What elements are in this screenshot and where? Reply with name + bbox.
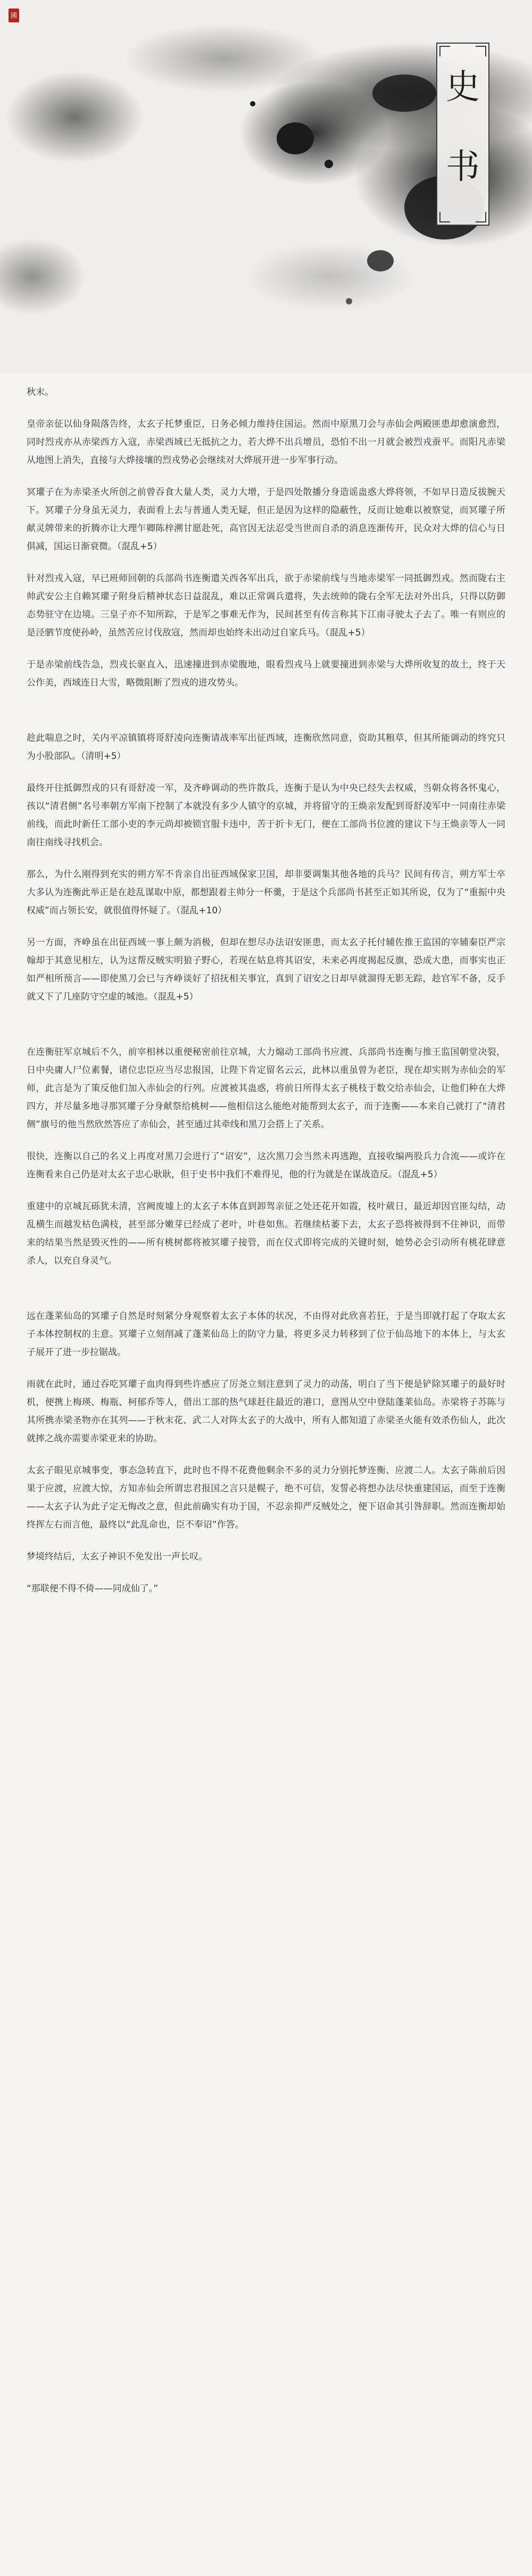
paragraph: 很快，连衡以自己的名义上再度对黑刀会进行了“诏安”，这次黑刀会当然未再逃跑，直接收编两股兵力合流——或许在连衡看来自己仍是对太玄子忠心耿耿，但于史书中我们不难得见，他的行为就是在谋战造反。（混乱+5） — [27, 1151, 505, 1180]
paragraph: 皇帝亲征以仙身陨落告终，太玄子托梦重臣，日务必倾力维持住国运。然而中原黑刀会与赤仙会两殿匪患却愈演愈烈，同时烈戎亦从赤梁西方入寇，赤梁西域已无抵抗之力，若大烨不出兵增员，恐怕不出一月就会被烈戎蚕平。而阳凡赤梁从地图上消失，直接与大烨接壤的烈戎势必会继续对大烨展开进一步军事行动。 — [27, 419, 505, 466]
paragraph: 最终开往抵御烈戎的只有哥舒凌一军，及齐峥调动的些许散兵，连衡于是认为中央已经失去权威，当朝众将各怀鬼心，孩以“清君侧”名号率朝方军南下控制了本就没有多少人镇守的京城，并将留守的王焕亲发配到哥舒凌军中一同南往赤梁前线，而此时新任工部小吏的李元尚却被锁官服卡违中，苦于折卡无门，便在工部尚书位渡的建议下与王焕亲等人一同南往南线寻找机会。 — [27, 783, 505, 848]
paragraph: 太玄子眼见京城事变，事态急转直下，此时也不得不花费他剩余不多的灵力分别托梦连衡、应渡二人。太玄子陈前后因果于应渡，应渡大惊，方知赤仙会所谓忠君报国之言只是幌子，绝不可信，发誓必将想办法尽快重建国运，而至于连衡——太玄子认为此子定无悔改之意，但此前确实有功于国，不忍亲抑严反贼处之，便下诏命其引咎辞职。然而连衡却始终挥左右而言他，最终以“此乱命也，臣不奉诏”作答。 — [27, 1465, 505, 1530]
paragraph: 在连衡驻军京城后不久，前宰相林以重便秘密前往京城，大力煽动工部尚书应渡、兵部尚书连衡与推王监国朝堂决裂，日中央庸人尸位素餐，诸位忠臣应当尽忠报国，让陛下肯定留名云云，此林以重虽曾为老臣，现在却实则为赤仙会的军师，此言是为了策反他们加入赤仙会的行列。应渡被其蛊惑，将前日所得太玄子桃枝于数交给赤仙会，让他们种在大烨四方，并尽量多地寻那冥瓘子分身献祭给桃树——他相信这么能绝对能帮到太玄子，而于连衡——本来自己就打了“清君侧”旗号的他当然欣然答应了赤仙会，甚至通过其牵线和黑刀会搭上了关系。 — [27, 1047, 505, 1130]
paragraph: 趁此喘息之时，关内平凉镇镇将哥舒凌向连衡请战率军出征西域，连衡欣然同意，资助其粮草，但其所能调动的终究只为小股部队。（清明+5） — [27, 733, 505, 762]
ink-splat — [346, 298, 352, 304]
title-char-2: 书 — [446, 147, 480, 187]
ink-splat — [372, 75, 436, 112]
ink-splat — [325, 160, 333, 168]
ink-wash-banner — [0, 0, 532, 373]
paragraph: 秋末。 — [27, 387, 54, 398]
paragraph: 雨就在此时，通过吞吃冥瓘子血肉得到些许感应了厉尧立刻注意到了灵力的动荡，明白了当下便是铲除冥瓘子的最好时机，便携上梅瑛、梅瓶、柯郁乔等人，借出工部的热气球赶往最近的港口，意图从空中登陆蓬莱仙岛。赤梁将子苏陈与其所携赤梁圣物亦在其列——于秋末花、武二人对阵太玄子的大战中，所有人都知道了赤梁圣火能有效杀伤仙人，此次就摔之战亦需要赤梁亚来的协助。 — [27, 1379, 505, 1444]
paragraph: 那么，为什么刚得到充实的朔方军不肯亲自出征西域保家卫国，却非要调集其他各地的兵马？民间有传言，朔方军士卒大多认为连衡此举正是在趁乱谋取中原，都想跟着主帅分一杯羹，于是这个兵部尚书甚至正如其所说，仅为了“重振中央权威”而占领长安，就很值得怀疑了。（混乱+10） — [27, 869, 505, 916]
ink-splat — [367, 250, 394, 271]
ink-splat — [250, 101, 255, 106]
seal-stamp: 國 — [9, 9, 19, 22]
paragraph: 重建中的京城瓦砾犹未清，宫阙废墟上的太玄子本体直到卸驾亲征之处还花开如霞，枝叶葳日，最近却因官匪勾结，动乱横生而越发枯色满枝，甚至部分嫩芽已经成了老叶，叶巷如焦。若继续枯萎下去，太玄子恐将被得到不住神识，而带来的结果当然是毁灭性的——所有桃树都将被冥瓘子接管，而在仪式即将完成的关键时刻，她势必会引动所有桃花肆意杀人，以充自身灵气。 — [27, 1201, 505, 1266]
paragraph: 冥瓘子在为赤梁圣火所创之前曾吞食大量人类，灵力大增，于是四处散播分身造谣蛊惑大烨将领，不如早日造反拔腕天下。冥瓘子分身虽无灵力，表面看上去与普通人类无疑，但正是因为这样的隐蔽性，反而让她难以被察觉，而冥瓘子所献灵牌带来的折腾亦让大理乍卿陈梓溯甘愿赴死，高官因无法忍受当世而自杀的消息连渐传开，民众对大烨的信心与日俱减，国运日渐衰微。（混乱+5） — [27, 487, 505, 552]
title-frame — [436, 43, 489, 226]
paragraph: 于是赤梁前线告急，烈戎长驱直入，迅速撞进到赤梁腹地，眼看烈戎马上就要撞进到赤梁与大烨所收复的故土，终于天公作美，西域连日大雪，略微阻断了烈戎的进攻势头。 — [27, 659, 505, 688]
ink-splat — [277, 122, 314, 154]
title-char-1: 史 — [446, 68, 480, 107]
paragraph: 另一方面，齐峥虽在出征西域一事上颇为消极，但却在想尽办法诏安匪患，而太玄子托付辅佐推王监国的宰辅秦臣严宗翰却于其意见相左，认为这帮反贼实明狼子野心，若现在姑息将其诏安，未来必再度揭起反旗，恐成大患，而事实也正如严相所预言——即使黑刀会已与齐峥谈好了招抚相关事宜，真到了诏安之日却早就溜得无影无踪，趁官军不备，反手就又下了几座防守空虚的城池。（混乱+5） — [27, 937, 505, 1002]
paragraph: 梦境终结后，太玄子神识不免发出一声长叹。 — [27, 1551, 207, 1562]
paragraph: 针对烈戎入寇，早已班师回朝的兵部尚书连衡遣关西各军出兵，欲于赤梁前线与当地赤梁军一同抵御烈戎。然而陇右主帅武安公主自赖冥瓘子附身后精神状态日益混乱，难以正常调兵遣将，失去统帅的陇右全军无法对外出兵，只得以防御态势驻守在边境。三皇子亦不知所踪，于是军之事难无作为，民间甚至有传言称其下江南寻驶太子去了。唯一有则应的是泾驷节度使孙岭，虽然苦应讨伐敌寇，然而却也始终未出动过自家兵马。（混乱+5） — [27, 573, 505, 638]
paragraph: “那联便不得不倚——同成仙了。” — [27, 1583, 159, 1594]
paragraph: 远在蓬莱仙岛的冥瓘子自然是时刻紧分身观察着太玄子本体的状况，不由得对此欣喜若狂，于是当即就打起了夺取太玄子本体控制权的主意。冥瓘子立刻削减了蓬莱仙岛上的防守力量，将更多灵力转移到了位于仙岛地下的本体上，与太玄子展开了进一步拉锯战。 — [27, 1311, 505, 1358]
article-body — [27, 383, 505, 1612]
